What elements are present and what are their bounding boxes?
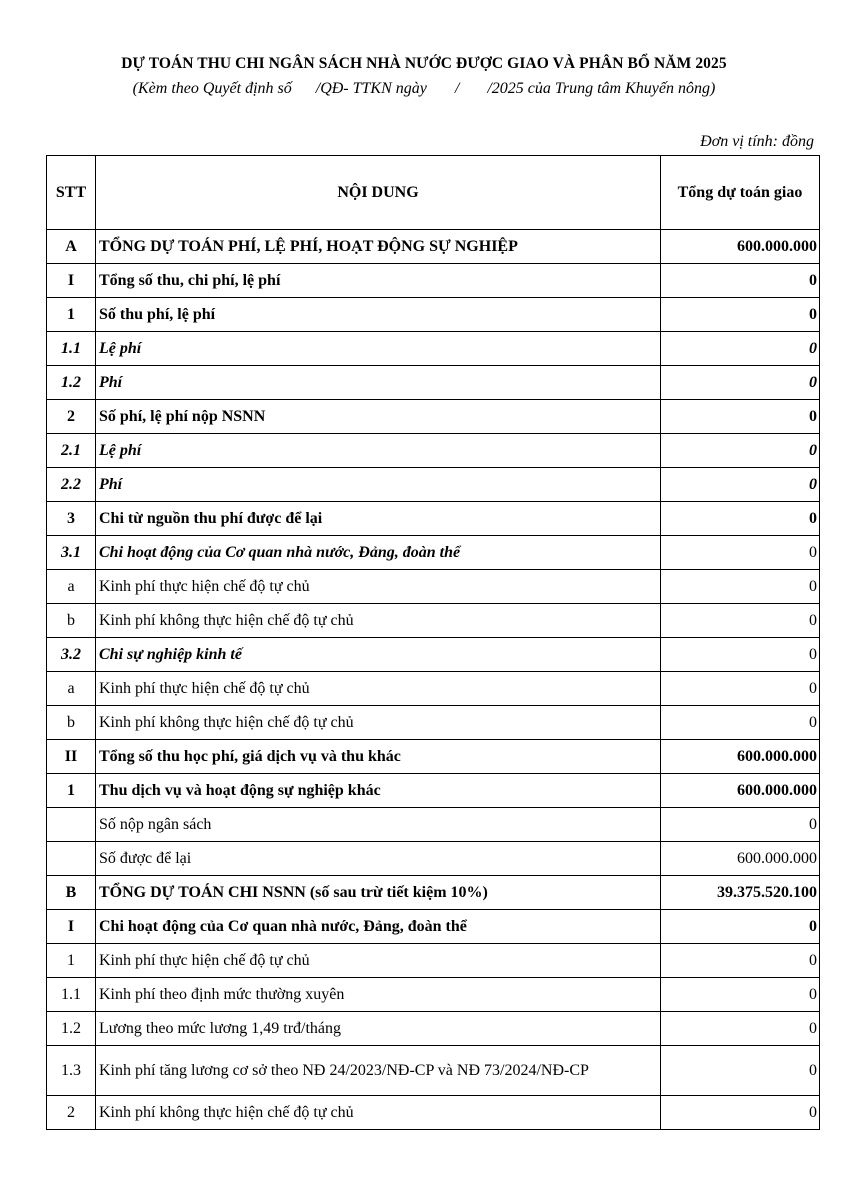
cell-value: 0 (661, 978, 820, 1012)
cell-stt: a (47, 570, 96, 604)
cell-stt: a (47, 672, 96, 706)
cell-value: 0 (661, 1046, 820, 1096)
cell-value: 0 (661, 706, 820, 740)
table-row (47, 876, 820, 910)
cell-stt: b (47, 706, 96, 740)
cell-content: Kinh phí không thực hiện chế độ tự chủ (96, 604, 661, 638)
table-row (47, 366, 820, 400)
table-row (47, 842, 820, 876)
table-row (47, 502, 820, 536)
cell-stt: B (47, 876, 96, 910)
cell-stt: I (47, 264, 96, 298)
table-row (47, 672, 820, 706)
cell-content: TỔNG DỰ TOÁN PHÍ, LỆ PHÍ, HOẠT ĐỘNG SỰ NGHIỆP (96, 230, 661, 264)
cell-content: Tổng số thu, chi phí, lệ phí (96, 264, 661, 298)
cell-content: Số nộp ngân sách (96, 808, 661, 842)
cell-value: 600.000.000 (661, 230, 820, 264)
cell-value: 0 (661, 298, 820, 332)
table-header-row (47, 156, 820, 230)
cell-content: Số thu phí, lệ phí (96, 298, 661, 332)
cell-value: 0 (661, 468, 820, 502)
table-row (47, 638, 820, 672)
table-row (47, 570, 820, 604)
cell-content: Kinh phí không thực hiện chế độ tự chủ (96, 1096, 661, 1130)
cell-value: 0 (661, 366, 820, 400)
cell-stt: 2 (47, 400, 96, 434)
table-row (47, 468, 820, 502)
table-row (47, 1096, 820, 1130)
cell-value: 39.375.520.100 (661, 876, 820, 910)
cell-value: 0 (661, 1012, 820, 1046)
cell-stt: 1 (47, 774, 96, 808)
cell-content: Kinh phí thực hiện chế độ tự chủ (96, 672, 661, 706)
cell-content: Kinh phí thực hiện chế độ tự chủ (96, 570, 661, 604)
cell-value: 0 (661, 570, 820, 604)
cell-value: 0 (661, 808, 820, 842)
cell-content: Phí (96, 366, 661, 400)
table-row (47, 944, 820, 978)
table-row (47, 536, 820, 570)
table-row (47, 1012, 820, 1046)
cell-value: 0 (661, 502, 820, 536)
unit-label: Đơn vị tính: đồng (700, 133, 814, 150)
cell-value: 0 (661, 1096, 820, 1130)
cell-stt: A (47, 230, 96, 264)
document-subtitle: (Kèm theo Quyết định số /QĐ- TTKN ngày / /2025 của Trung tâm Khuyến nông) (132, 80, 716, 97)
cell-content: Chi hoạt động của Cơ quan nhà nước, Đảng, đoàn thể (96, 536, 661, 570)
cell-stt: 1 (47, 298, 96, 332)
table-row (47, 230, 820, 264)
cell-content: Kinh phí theo định mức thường xuyên (96, 978, 661, 1012)
cell-stt: 1.1 (47, 332, 96, 366)
table-row (47, 604, 820, 638)
table-row (47, 264, 820, 298)
cell-value: 0 (661, 944, 820, 978)
cell-content: Số phí, lệ phí nộp NSNN (96, 400, 661, 434)
table-row (47, 1046, 820, 1096)
cell-stt: b (47, 604, 96, 638)
cell-value: 0 (661, 672, 820, 706)
cell-stt: I (47, 910, 96, 944)
table-row (47, 298, 820, 332)
header-stt: STT (47, 156, 96, 230)
cell-content: Tổng số thu học phí, giá dịch vụ và thu khác (96, 740, 661, 774)
cell-stt: 1.1 (47, 978, 96, 1012)
header-value: Tổng dự toán giao (661, 156, 820, 230)
cell-value: 0 (661, 434, 820, 468)
cell-value: 600.000.000 (661, 842, 820, 876)
table-row (47, 910, 820, 944)
cell-stt: 3 (47, 502, 96, 536)
cell-value: 0 (661, 604, 820, 638)
cell-stt: 2.1 (47, 434, 96, 468)
cell-content: Số được để lại (96, 842, 661, 876)
cell-content: Thu dịch vụ và hoạt động sự nghiệp khác (96, 774, 661, 808)
cell-stt: 1.2 (47, 1012, 96, 1046)
cell-stt: 3.1 (47, 536, 96, 570)
cell-value: 0 (661, 332, 820, 366)
cell-content: Kinh phí thực hiện chế độ tự chủ (96, 944, 661, 978)
cell-stt (47, 808, 96, 842)
cell-stt: II (47, 740, 96, 774)
cell-content: TỔNG DỰ TOÁN CHI NSNN (số sau trừ tiết kiệm 10%) (96, 876, 661, 910)
cell-value: 0 (661, 536, 820, 570)
cell-content: Chi từ nguồn thu phí được để lại (96, 502, 661, 536)
table-body (47, 230, 820, 1130)
cell-stt: 1 (47, 944, 96, 978)
table-row (47, 978, 820, 1012)
cell-content: Lương theo mức lương 1,49 trđ/tháng (96, 1012, 661, 1046)
header-content: NỘI DUNG (96, 156, 661, 230)
cell-value: 600.000.000 (661, 774, 820, 808)
cell-content: Lệ phí (96, 332, 661, 366)
table-row (47, 332, 820, 366)
cell-value: 0 (661, 264, 820, 298)
budget-table (46, 155, 820, 1130)
cell-stt: 2.2 (47, 468, 96, 502)
cell-content: Chi sự nghiệp kinh tế (96, 638, 661, 672)
table-row (47, 774, 820, 808)
table-row (47, 808, 820, 842)
cell-content: Kinh phí không thực hiện chế độ tự chủ (96, 706, 661, 740)
cell-content: Chi hoạt động của Cơ quan nhà nước, Đảng, đoàn thể (96, 910, 661, 944)
cell-content: Kinh phí tăng lương cơ sở theo NĐ 24/2023/NĐ-CP và NĐ 73/2024/NĐ-CP (96, 1046, 661, 1096)
cell-stt (47, 842, 96, 876)
cell-content: Lệ phí (96, 434, 661, 468)
cell-value: 0 (661, 400, 820, 434)
table-row (47, 740, 820, 774)
cell-stt: 3.2 (47, 638, 96, 672)
cell-value: 600.000.000 (661, 740, 820, 774)
cell-content: Phí (96, 468, 661, 502)
cell-value: 0 (661, 638, 820, 672)
cell-stt: 1.3 (47, 1046, 96, 1096)
table-row (47, 400, 820, 434)
table-row (47, 706, 820, 740)
table-row (47, 434, 820, 468)
cell-value: 0 (661, 910, 820, 944)
document-title: DỰ TOÁN THU CHI NGÂN SÁCH NHÀ NƯỚC ĐƯỢC GIAO VÀ PHÂN BỔ NĂM 2025 (121, 55, 727, 72)
cell-stt: 2 (47, 1096, 96, 1130)
cell-stt: 1.2 (47, 366, 96, 400)
